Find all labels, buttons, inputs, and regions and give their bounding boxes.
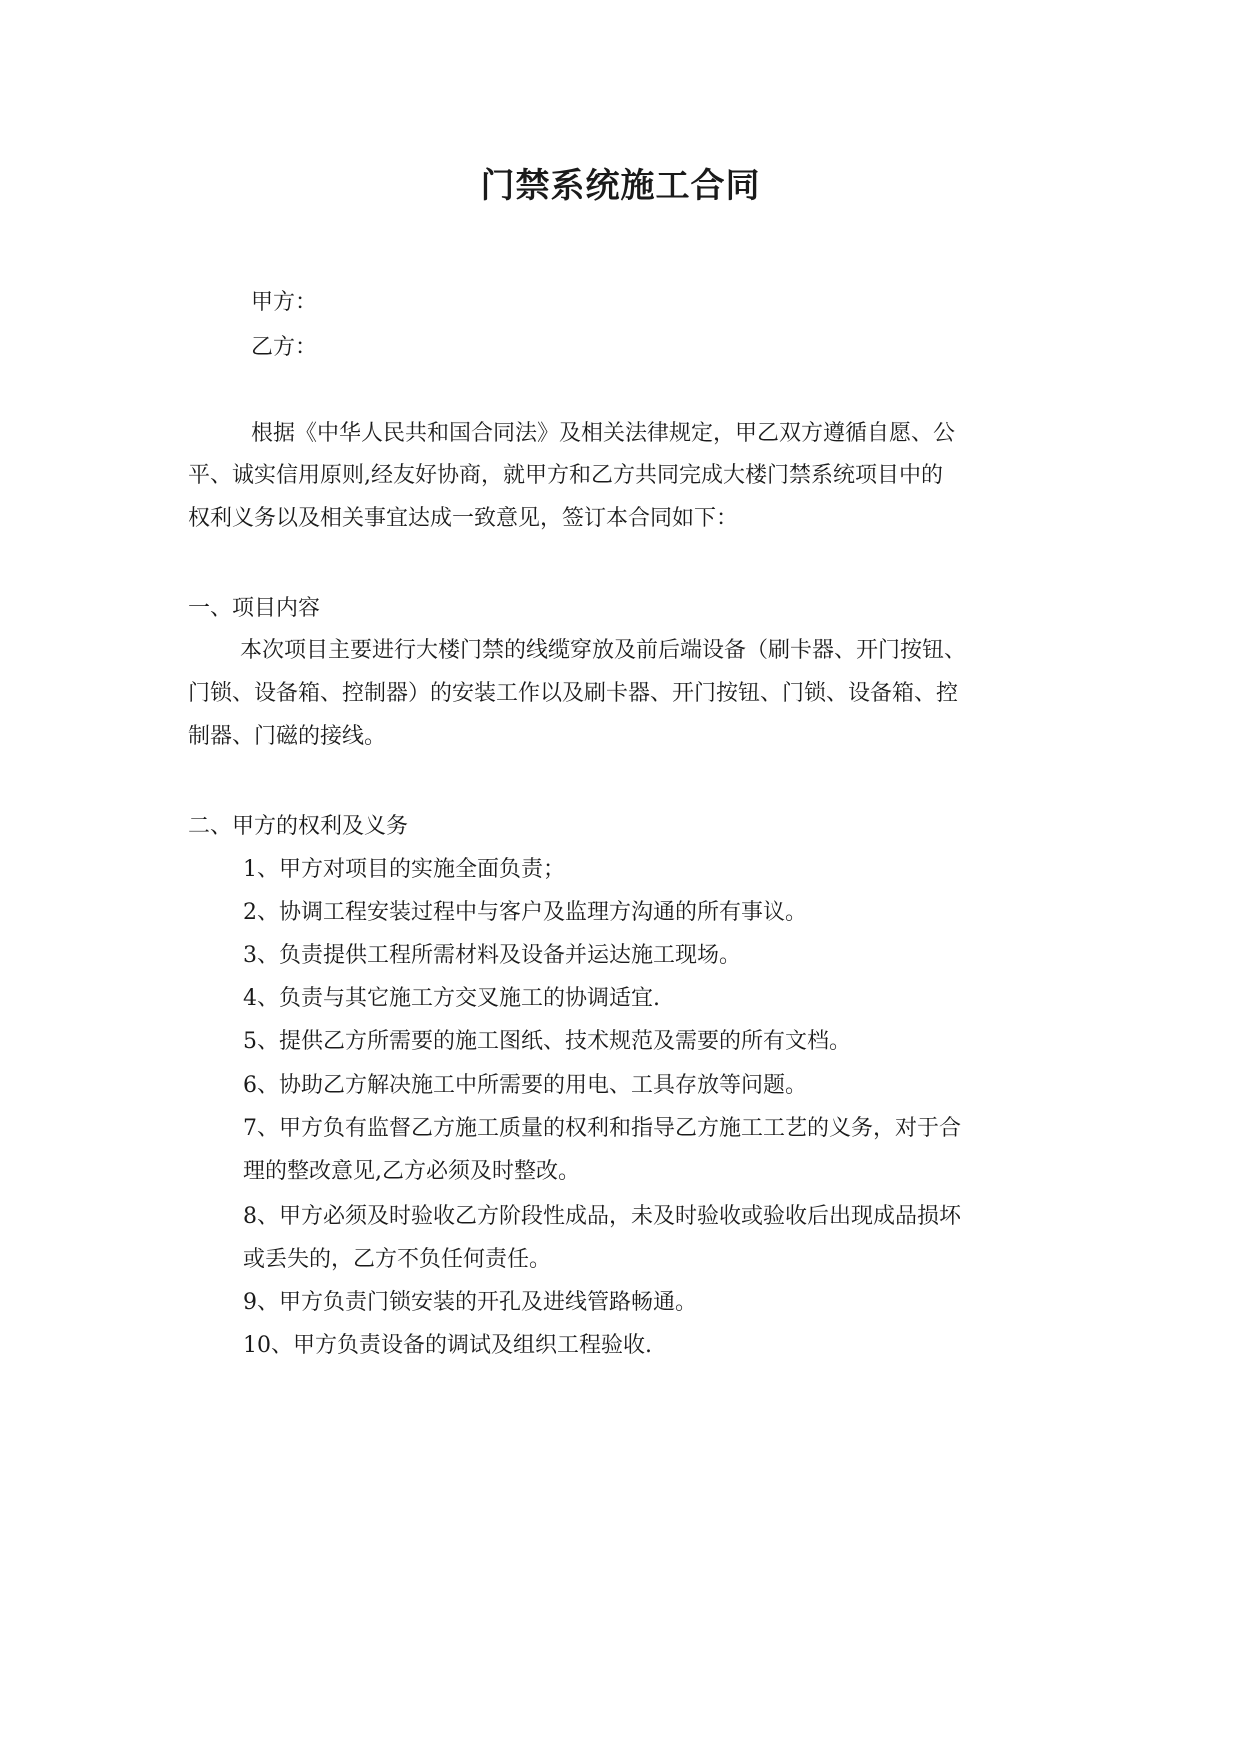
preamble-line: 根据《中华人民共和国合同法》及相关法律规定，甲乙双方遵循自愿、公	[251, 421, 956, 446]
list-item: 9、甲方负责门锁安装的开孔及进线管路畅通。	[243, 1290, 697, 1315]
preamble-line: 权利义务以及相关事宜达成一致意见，签订本合同如下：	[188, 506, 739, 531]
list-item: 2、协调工程安装过程中与客户及监理方沟通的所有事议。	[243, 900, 807, 925]
list-item-continuation: 理的整改意见,乙方必须及时整改。	[243, 1159, 580, 1184]
document-title: 门禁系统施工合同	[480, 166, 761, 206]
section-text-line: 本次项目主要进行大楼门禁的线缆穿放及前后端设备（刷卡器、开门按钮、	[240, 638, 967, 663]
list-item: 4、负责与其它施工方交叉施工的协调适宜.	[243, 986, 660, 1011]
section-heading: 二、甲方的权利及义务	[188, 814, 409, 839]
list-item: 3、负责提供工程所需材料及设备并运达施工现场。	[243, 943, 741, 968]
section-heading: 一、项目内容	[188, 596, 321, 621]
preamble-line: 平、诚实信用原则,经友好协商，就甲方和乙方共同完成大楼门禁系统项目中的	[188, 463, 943, 488]
list-item: 10、甲方负责设备的调试及组织工程验收.	[243, 1333, 652, 1358]
list-item: 8、甲方必须及时验收乙方阶段性成品，未及时验收或验收后出现成品损坏	[243, 1204, 961, 1229]
list-item: 7、甲方负有监督乙方施工质量的权利和指导乙方施工工艺的义务，对于合	[243, 1116, 961, 1141]
list-item-continuation: 或丢失的，乙方不负任何责任。	[243, 1247, 552, 1272]
list-item: 6、协助乙方解决施工中所需要的用电、工具存放等问题。	[243, 1073, 807, 1098]
party-b-label: 乙方：	[251, 335, 318, 360]
section-text-line: 门锁、设备箱、控制器）的安装工作以及刷卡器、开门按钮、门锁、设备箱、控	[188, 681, 959, 706]
list-item: 1、甲方对项目的实施全面负责；	[243, 857, 565, 882]
section-text-line: 制器、门磁的接线。	[188, 724, 387, 749]
list-item: 5、提供乙方所需要的施工图纸、技术规范及需要的所有文档。	[243, 1029, 851, 1054]
party-a-label: 甲方：	[251, 290, 318, 315]
